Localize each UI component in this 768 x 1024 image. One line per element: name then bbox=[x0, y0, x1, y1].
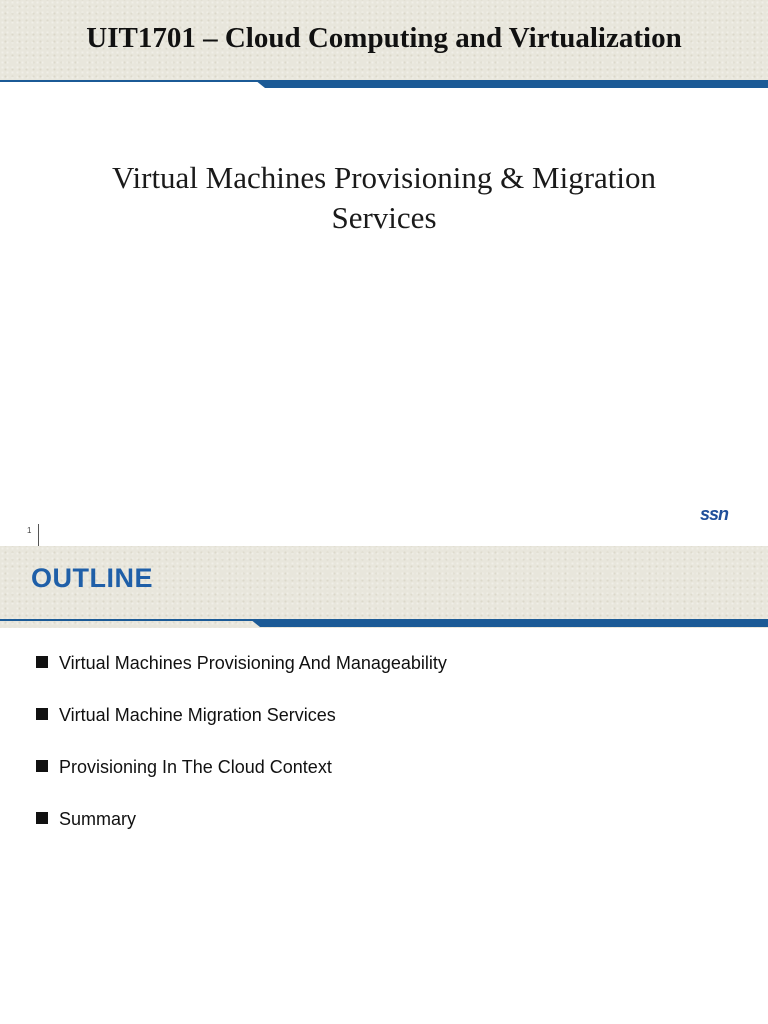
svg-text:ssn: ssn bbox=[700, 504, 729, 524]
list-item bbox=[36, 704, 447, 756]
list-item-text: Virtual Machines Provisioning And Manageability bbox=[59, 653, 447, 673]
square-bullet-icon bbox=[36, 760, 48, 772]
header-accent-strip bbox=[0, 619, 768, 627]
list-item-text: Provisioning In The Cloud Context bbox=[59, 757, 332, 777]
list-item bbox=[36, 756, 447, 808]
ssn-logo bbox=[700, 504, 744, 524]
square-bullet-icon bbox=[36, 708, 48, 720]
list-item bbox=[36, 652, 447, 704]
slide-number: 1 bbox=[27, 526, 32, 535]
outline-slide bbox=[0, 546, 768, 1024]
square-bullet-icon bbox=[36, 812, 48, 824]
course-title: UIT1701 – Cloud Computing and Virtualization bbox=[86, 22, 682, 54]
deck-title: Virtual Machines Provisioning & Migration Services bbox=[111, 160, 657, 235]
list-item-text: Summary bbox=[59, 809, 137, 829]
list-item bbox=[36, 808, 447, 860]
square-bullet-icon bbox=[36, 656, 48, 668]
outline-title: OUTLINE bbox=[31, 563, 153, 593]
header-accent-strip bbox=[0, 80, 768, 88]
list-item-text: Virtual Machine Migration Services bbox=[59, 705, 336, 725]
slide-number-divider bbox=[38, 524, 39, 546]
outline-list bbox=[36, 652, 447, 860]
